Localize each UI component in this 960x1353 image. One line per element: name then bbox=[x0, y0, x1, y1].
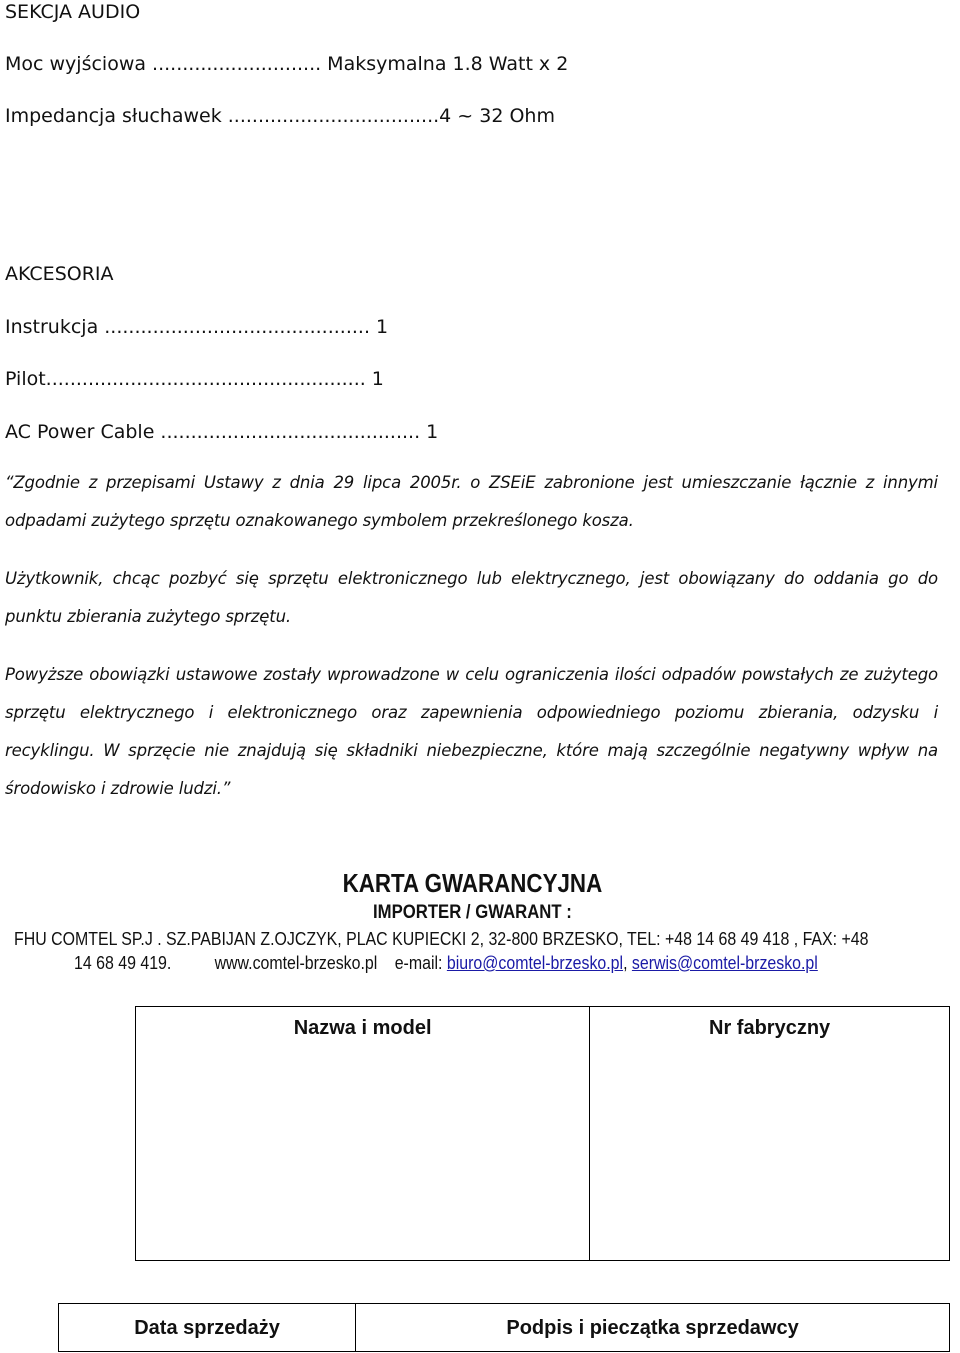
email-separator: , bbox=[623, 952, 628, 973]
accessory-item-remote: Pilot..................................................... 1 bbox=[5, 368, 384, 390]
product-info-table bbox=[135, 1006, 950, 1261]
accessories-heading: AKCESORIA bbox=[5, 263, 114, 285]
accessory-item-power-cable: AC Power Cable ........................................... 1 bbox=[5, 421, 439, 443]
email-link-serwis[interactable]: serwis@comtel-brzesko.pl bbox=[631, 952, 818, 973]
warranty-title: KARTA GWARANCYJNA bbox=[342, 868, 603, 898]
email-link-biuro[interactable]: biuro@comtel-brzesko.pl bbox=[446, 952, 624, 973]
accessory-item-manual: Instrukcja ............................................ 1 bbox=[5, 316, 389, 338]
seller-signature-cell[interactable] bbox=[356, 1304, 950, 1352]
audio-power-line: Moc wyjściowa ............................ Maksymalna 1.8 Watt x 2 bbox=[5, 53, 569, 75]
fax-number: 14 68 49 419. bbox=[74, 952, 172, 973]
sale-date-header: Data sprzedaży bbox=[134, 1317, 280, 1339]
audio-heading: SEKCJA AUDIO bbox=[5, 1, 141, 23]
product-name-header: Nazwa i model bbox=[293, 1017, 432, 1039]
notice-paragraph-2: Użytkownik, chcąc pozbyć się sprzętu elektronicznego lub elektrycznego, jest obowiązany do oddania go do punktu zbierania zużytego sprzętu. bbox=[5, 569, 938, 626]
website-link[interactable]: www.comtel-brzesko.pl bbox=[214, 952, 378, 973]
sale-date-cell[interactable] bbox=[59, 1304, 356, 1352]
email-label: e-mail: bbox=[394, 952, 443, 973]
product-name-cell[interactable] bbox=[136, 1007, 590, 1261]
notice-paragraph-1: “Zgodnie z przepisami Ustawy z dnia 29 lipca 2005r. o ZSEiE zabronione jest umieszczanie łącznie z innymi odpadami zużytego sprzętu oznakowanego symbolem przekreślonego kosza. bbox=[5, 473, 938, 530]
serial-number-header: Nr fabryczny bbox=[709, 1017, 831, 1039]
warranty-subtitle: IMPORTER / GWARANT : bbox=[373, 902, 572, 923]
serial-number-cell[interactable] bbox=[590, 1007, 950, 1261]
warranty-address-line-1: FHU COMTEL SP.J . SZ.PABIJAN Z.OJCZYK, PLAC KUPIECKI 2, 32-800 BRZESKO, TEL: +48 14 68 49 418 , FAX: +48 bbox=[14, 928, 869, 949]
audio-impedance-line: Impedancja słuchawek ...................................4 ~ 32 Ohm bbox=[5, 105, 555, 127]
seller-signature-header: Podpis i pieczątka sprzedawcy bbox=[506, 1317, 799, 1339]
notice-paragraph-3: Powyższe obowiązki ustawowe zostały wprowadzone w celu ograniczenia ilości odpadów powstałych ze zużytego sprzętu elektrycznego i elektronicznego oraz zapewnienia odpowiedniego poziomu zbierania, odzysku i recyklingu. W sprzęcie nie znajdują się składniki niebezpieczne, które mają szczególnie negatywny wpływ na środowisko i zdrowie ludzi.” bbox=[5, 665, 938, 798]
warranty-address-line-2 bbox=[74, 951, 865, 975]
sale-info-table bbox=[58, 1303, 950, 1352]
